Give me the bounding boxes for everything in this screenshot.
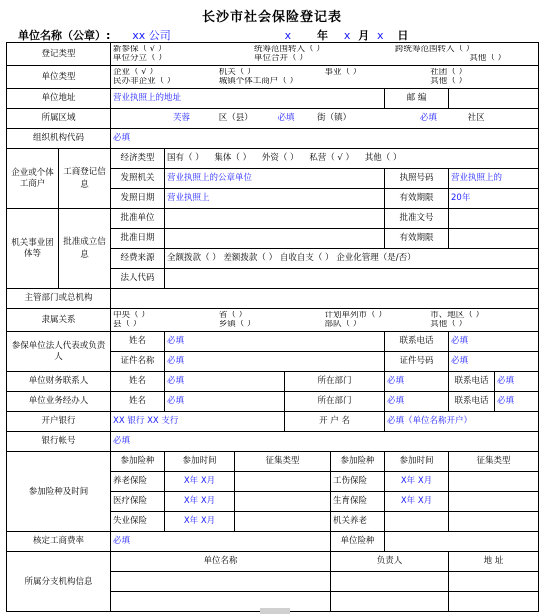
valid-value[interactable]: 20年 [449, 189, 539, 209]
ins-time[interactable] [385, 512, 449, 532]
unit-type-label: 单位类型 [7, 66, 111, 89]
reg-type-opt[interactable]: 其他（ ） [469, 54, 507, 63]
license-value[interactable]: 营业执照上的 [449, 169, 539, 189]
business-dept-label: 所在部门 [285, 392, 385, 412]
ins-time[interactable]: X年 X月 [385, 472, 449, 492]
business-name-value[interactable]: 必填 [165, 392, 285, 412]
doc-no-value[interactable] [449, 209, 539, 229]
ins-collect[interactable] [235, 492, 331, 512]
insurer-label: 单位险种 [331, 532, 385, 552]
branch-cell[interactable] [331, 592, 449, 612]
parent-value[interactable] [111, 289, 539, 309]
ins-time[interactable]: X年 X月 [165, 512, 235, 532]
approve-date-label: 批准日期 [111, 229, 165, 249]
valid-label: 有效期限 [385, 189, 449, 209]
insurance-header-row [7, 452, 539, 472]
legal-rep-name-value[interactable]: 必填 [165, 332, 385, 352]
affiliation-opt[interactable]: 中央（ ） [113, 311, 150, 320]
parent-row [7, 289, 539, 309]
reg-type-opt[interactable]: 统筹范围转入（ ） [254, 45, 325, 54]
district-unit: 区（县） [218, 113, 253, 123]
finance-dept-label: 所在部门 [285, 372, 385, 392]
year-value: x [284, 29, 292, 42]
ins-type: 机关养老 [331, 512, 385, 532]
affiliation-label: 隶属关系 [7, 309, 111, 332]
ins-type: 失业保险 [111, 512, 165, 532]
branch-cell[interactable] [449, 592, 539, 612]
district-row [7, 109, 539, 129]
reg-type-opt[interactable]: 新参保（ √ ） [113, 45, 167, 54]
business-label: 单位业务经办人 [7, 392, 111, 412]
ins-collect[interactable] [449, 512, 539, 532]
street-value: 必填 [277, 113, 295, 123]
ins-type: 工伤保险 [331, 472, 385, 492]
insurer-value[interactable] [385, 532, 539, 552]
business-phone-value[interactable]: 必填 [495, 392, 539, 412]
legal-rep-id-value[interactable]: 必填 [165, 352, 385, 372]
legal-code-value[interactable] [165, 269, 539, 289]
fund-options [165, 249, 539, 269]
business-phone-label: 联系电话 [449, 392, 495, 412]
ins-time[interactable]: X年 X月 [165, 492, 235, 512]
parent-label: 主管部门或总机构 [7, 289, 111, 309]
day-value: x [377, 29, 384, 42]
finance-phone-label: 联系电话 [449, 372, 495, 392]
ins-header: 征集类型 [449, 452, 539, 472]
issue-date-label: 发照日期 [111, 189, 165, 209]
district-values[interactable] [111, 109, 539, 129]
ins-collect[interactable] [449, 472, 539, 492]
unit-name-value: xx 公司 [132, 29, 171, 42]
legal-rep-id-label: 证件名称 [111, 352, 165, 372]
affiliation-opt[interactable]: 市、地区（ ） [430, 311, 484, 320]
enterprise-econ-row [7, 149, 539, 169]
affiliation-opt[interactable]: 其他（ ） [430, 320, 467, 329]
unit-type-opt[interactable]: 事业（ ） [324, 68, 362, 77]
unit-type-row [7, 66, 539, 89]
ins-header: 参加险种 [111, 452, 165, 472]
unit-name-label: 单位名称（公章）: [18, 29, 111, 42]
address-value[interactable]: 营业执照上的地址 [111, 89, 385, 109]
branch-header: 负责人 [331, 552, 449, 572]
approver-value[interactable] [165, 209, 385, 229]
address-row [7, 89, 539, 109]
finance-row [7, 372, 539, 392]
reg-type-opt[interactable]: 单位合并（ ） [254, 54, 308, 63]
finance-label: 单位财务联系人 [7, 372, 111, 392]
legal-rep-label: 参保单位法人代表或负责人 [7, 332, 111, 372]
ins-header: 参加时间 [385, 452, 449, 472]
month-label: 月 [358, 29, 370, 42]
ins-time[interactable]: X年 X月 [165, 472, 235, 492]
inst-valid-value[interactable] [449, 229, 539, 249]
fund-opt[interactable]: 自收自支（ ） [279, 253, 334, 263]
account-name-value[interactable]: 必填（单位名称开户） [385, 412, 539, 432]
ins-header: 征集类型 [235, 452, 331, 472]
finance-name-value[interactable]: 必填 [165, 372, 285, 392]
fee-rate-row [7, 532, 539, 552]
doc-no-label: 批准文号 [385, 209, 449, 229]
affiliation-opt[interactable]: 乡镇（ ） [218, 320, 256, 329]
month-value: x [343, 29, 351, 42]
reg-type-row [7, 43, 539, 66]
insurance-label: 参加险种及时间 [7, 452, 111, 532]
fund-opt[interactable]: 企业化管理（是/否） [336, 253, 416, 263]
econ-opt[interactable]: 外资（ ） [261, 153, 299, 163]
ins-header: 参加时间 [165, 452, 235, 472]
unit-type-opt[interactable]: 机关（ ） [218, 68, 256, 77]
ins-type: 养老保险 [111, 472, 165, 492]
unit-type-opt[interactable]: 企业（ √ ） [113, 68, 158, 77]
branch-label: 所属分支机构信息 [7, 552, 111, 612]
fund-label: 经费来源 [111, 249, 165, 269]
account-value[interactable]: 必填 [111, 432, 539, 452]
day-label: 日 [397, 29, 409, 42]
business-name-label: 姓名 [111, 392, 165, 412]
issuer-value[interactable]: 营业执照上的公章单位 [165, 169, 385, 189]
legal-rep-idno-value[interactable]: 必填 [449, 352, 539, 372]
approve-date-value[interactable] [165, 229, 385, 249]
year-label: 年 [316, 29, 328, 42]
ins-time[interactable]: X年 X月 [385, 492, 449, 512]
ins-collect[interactable] [235, 472, 331, 492]
org-code-value[interactable]: 必填 [111, 129, 539, 149]
enterprise-sublabel: 工商登记信息 [59, 149, 111, 209]
ins-collect[interactable] [235, 512, 331, 532]
account-label: 银行帐号 [7, 432, 111, 452]
registration-form [6, 42, 539, 612]
econ-type-options [165, 149, 539, 169]
econ-opt[interactable]: 私营（ √ ） [309, 153, 355, 163]
branch-cell[interactable] [331, 572, 449, 592]
form-title: 长沙市社会保险登记表 [201, 10, 342, 25]
district-label: 所属区域 [7, 109, 111, 129]
unit-type-opt[interactable]: 社团（ ） [430, 68, 467, 77]
bank-value[interactable]: XX 银行 XX 支行 [111, 412, 285, 432]
business-dept-value[interactable]: 必填 [385, 392, 449, 412]
enterprise-label: 企业或个体工商户 [7, 149, 59, 209]
reg-type-options [111, 43, 539, 66]
unit-type-opt[interactable]: 其他（ ） [430, 77, 467, 86]
fee-rate-value[interactable]: 必填 [111, 532, 331, 552]
org-code-label: 组织机构代码 [7, 129, 111, 149]
institution-sublabel: 批准成立信息 [59, 209, 111, 289]
legal-rep-row1 [7, 332, 539, 352]
unit-name-line [18, 27, 408, 43]
branch-cell[interactable] [449, 572, 539, 592]
ins-type: 生育保险 [331, 492, 385, 512]
address-label: 单位地址 [7, 89, 111, 109]
institution-approver-row [7, 209, 539, 229]
ins-type: 医疗保险 [111, 492, 165, 512]
finance-name-label: 姓名 [111, 372, 165, 392]
branch-cell[interactable] [111, 592, 331, 612]
ins-header: 参加险种 [331, 452, 385, 472]
econ-opt[interactable]: 其他（ ） [364, 153, 402, 163]
finance-phone-value[interactable]: 必填 [495, 372, 539, 392]
legal-rep-idno-label: 证件号码 [385, 352, 449, 372]
legal-rep-name-label: 姓名 [111, 332, 165, 352]
issuer-label: 发照机关 [111, 169, 165, 189]
district-value: 芙蓉 [173, 113, 191, 123]
issue-date-value[interactable]: 营业执照上 [165, 189, 385, 209]
econ-opt[interactable]: 集体（ ） [214, 153, 252, 163]
fee-rate-label: 核定工商费率 [7, 532, 111, 552]
legal-rep-phone-value[interactable]: 必填 [449, 332, 539, 352]
branch-cell[interactable] [111, 572, 331, 592]
street-unit: 街（镇） [317, 113, 352, 123]
reg-type-opt[interactable]: 单位分立（ ） [113, 54, 167, 63]
finance-dept-value[interactable]: 必填 [385, 372, 449, 392]
unit-type-opt[interactable]: 城镇个体工商户（ ） [218, 77, 298, 86]
approver-label: 批准单位 [111, 209, 165, 229]
reg-type-opt[interactable]: 跨统筹范围转入（ ） [395, 45, 475, 54]
business-row [7, 392, 539, 412]
inst-valid-label: 有效期限 [385, 229, 449, 249]
affiliation-opt[interactable]: 部队（ ） [324, 320, 362, 329]
community-value: 必填 [419, 113, 437, 123]
legal-rep-phone-label: 联系电话 [385, 332, 449, 352]
affiliation-options [111, 309, 539, 332]
fund-opt[interactable]: 全额拨款（ ） [167, 253, 221, 263]
postcode-value[interactable] [449, 89, 539, 109]
postcode-label: 邮 编 [385, 89, 449, 109]
branch-header-row [7, 552, 539, 572]
affiliation-opt[interactable]: 计划单列市（ ） [324, 311, 387, 320]
affiliation-opt[interactable]: 省（ ） [218, 311, 247, 320]
econ-opt[interactable]: 国有（ ） [167, 153, 204, 163]
bank-row [7, 412, 539, 432]
reg-type-label: 登记类型 [7, 43, 111, 66]
page-break-mark [260, 608, 290, 614]
bank-label: 开户银行 [7, 412, 111, 432]
econ-type-label: 经济类型 [111, 149, 165, 169]
account-row [7, 432, 539, 452]
ins-collect[interactable] [449, 492, 539, 512]
org-code-row [7, 129, 539, 149]
account-name-label: 开 户 名 [285, 412, 385, 432]
legal-code-label: 法人代码 [111, 269, 165, 289]
institution-label: 机关事业团体等 [7, 209, 59, 289]
affiliation-row [7, 309, 539, 332]
unit-type-options [111, 66, 539, 89]
community-unit: 社区 [467, 113, 485, 123]
branch-header: 单位名称 [111, 552, 331, 572]
fund-opt[interactable]: 差额拨款（ ） [223, 253, 278, 263]
affiliation-opt[interactable]: 县（ ） [113, 320, 142, 329]
license-label: 执照号码 [385, 169, 449, 189]
branch-header: 地 址 [449, 552, 539, 572]
unit-type-opt[interactable]: 民办非企业（ ） [113, 77, 176, 86]
